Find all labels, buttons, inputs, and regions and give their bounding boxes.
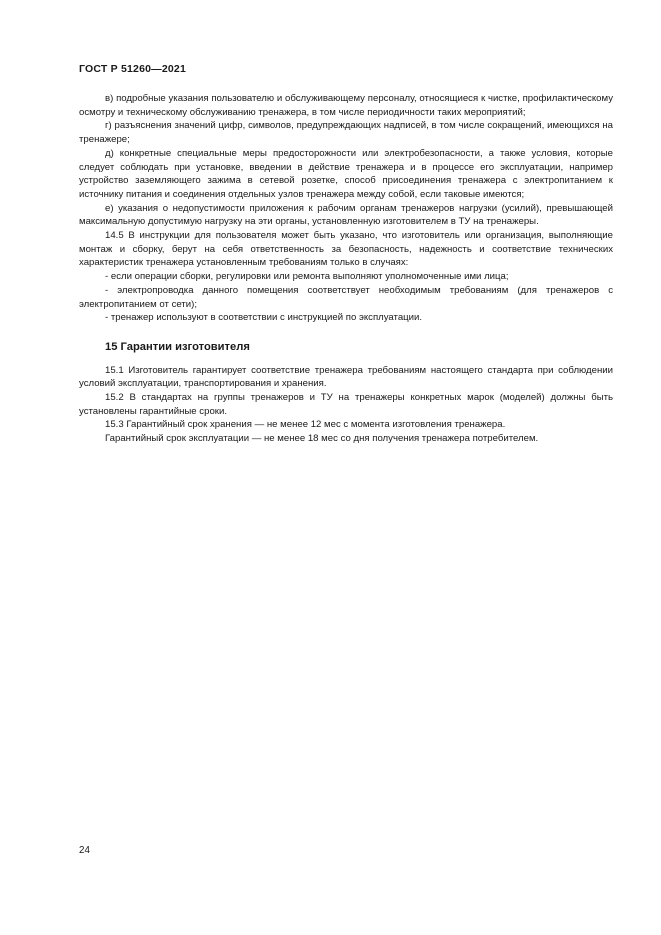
- dash-item-assembly: - если операции сборки, регулировки или ремонта выполняют уполномоченные ими лица;: [105, 271, 509, 283]
- dash-item-usage: - тренажер используют в соответствии с инструкцией по эксплуатации.: [105, 312, 423, 324]
- clause-15-3: 15.3 Гарантийный срок хранения — не менее 12 мес с момента изготовления тренажера.: [105, 419, 506, 431]
- list-item-v: в) подробные указания пользователю и обслуживающему персоналу, относящиеся к чистке, профилактическому осмотру и техническому обслуживанию тренажера, в том числе периодичности таких мероприятий;: [79, 93, 613, 118]
- list-item-d: д) конкретные специальные меры предосторожности или электробезопасности, а также условия, которые следует соблюдать при установке, введении в действие тренажера и в процессе его эксплуатации, например устройство заземляющего зажима в сетевой розетке, способ присоединения тренажера с электропитанием к источнику питания и соединения отдельных узлов тренажера между собой, если таковые имеются;: [79, 147, 613, 200]
- page-number: 24: [79, 845, 90, 856]
- clause-15-2: 15.2 В стандартах на группы тренажеров и ТУ на тренажеры конкретных марок (моделей) должны быть установлены гарантийные сроки.: [79, 392, 613, 417]
- document-body: [79, 92, 613, 446]
- list-item-g: г) разъяснения значений цифр, символов, предупреждающих надписей, в том числе сокращений, имеющихся на тренажере;: [79, 120, 613, 146]
- document-header: ГОСТ Р 51260—2021: [79, 63, 187, 75]
- clause-15-1: 15.1 Изготовитель гарантирует соответствие тренажера требованиям настоящего стандарта при соблюдении условий эксплуатации, транспортирования и хранения.: [79, 364, 613, 390]
- clause-15-3-cont: Гарантийный срок эксплуатации — не менее 18 мес со дня получения тренажера потребителем.: [105, 433, 539, 445]
- dash-item-wiring: - электропроводка данного помещения соответствует необходимым требованиям (для тренажеров с электропитанием от сети);: [79, 284, 613, 310]
- clause-14-5: 14.5 В инструкции для пользователя может быть указано, что изготовитель или организация, выполняющие монтаж и сборку, берут на себя ответственность за безопасность, надежность и соответствие технических характеристик тренажера установленным требованиям только в случаях:: [79, 230, 613, 269]
- section-title-15: 15 Гарантии изготовителя: [105, 340, 250, 353]
- list-item-e: е) указания о недопустимости приложения к рабочим органам тренажеров нагрузки (усилий), превышающей максимальную допустимую нагрузку на эти органы, установленную изготовителем в ТУ на тренажеры.: [79, 202, 613, 228]
